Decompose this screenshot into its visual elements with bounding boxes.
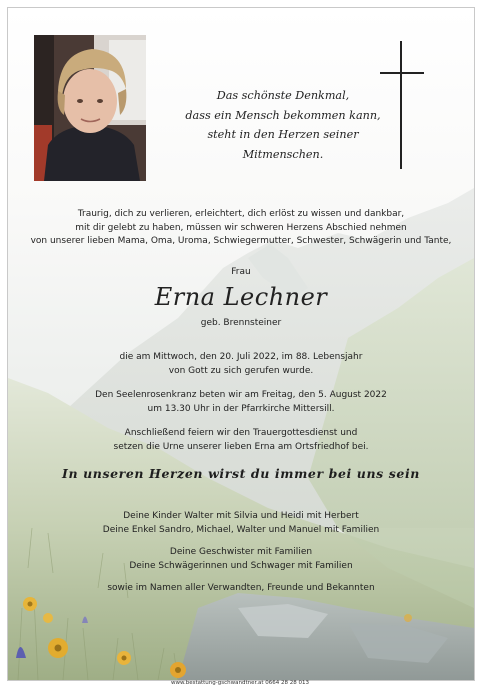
memorial-quote — [168, 86, 398, 164]
mourners-line: Deine Geschwister mit Familien — [169, 547, 313, 557]
intro-line: von unserer lieben Mama, Oma, Uroma, Schwiegermutter, Schwester, Schwägerin und Tante, — [30, 236, 452, 246]
mourners-line: sowie im Namen aller Verwandten, Freunde und Bekannten — [107, 583, 375, 593]
quote-line: dass ein Mensch bekommen kann, — [185, 108, 381, 122]
cross-icon — [380, 41, 424, 169]
rosary-line: Den Seelenrosenkranz beten wir am Freitag, den 5. August 2022 — [95, 390, 387, 400]
intro-text — [8, 208, 474, 249]
mourners-list — [8, 510, 474, 596]
funeral-home-footer: www.bestattung-gschwandtner.at 0664 28 28 013 — [170, 680, 310, 686]
funeral-line: setzen die Urne unserer lieben Erna am Ortsfriedhof bei. — [113, 441, 369, 452]
intro-line: mit dir gelebt zu haben, müssen wir schweren Herzens Abschied nehmen — [75, 222, 407, 233]
funeral-line: Anschließend feiern wir den Trauergottesdienst und — [124, 428, 358, 438]
deceased-name: Erna Lechner — [154, 283, 328, 311]
mourners-spacer — [8, 537, 474, 546]
death-line: von Gott zu sich gerufen wurde. — [168, 365, 314, 376]
death-notice — [8, 351, 474, 378]
salutation: Frau — [231, 267, 251, 277]
rosary-notice — [8, 389, 474, 416]
obituary-card — [7, 7, 475, 681]
memorial-motto: In unseren Herzen wirst du immer bei uns sein — [62, 466, 420, 481]
mourners-line: Deine Kinder Walter mit Silvia und Heidi mit Herbert — [123, 511, 359, 521]
mourners-line: Deine Enkel Sandro, Michael, Walter und Manuel mit Familien — [102, 524, 380, 535]
portrait-photo — [34, 35, 146, 181]
mourners-line: Deine Schwägerinnen und Schwager mit Familien — [129, 560, 353, 571]
maiden-name: geb. Brennsteiner — [200, 318, 282, 328]
funeral-notice — [8, 427, 474, 454]
death-line: die am Mittwoch, den 20. Juli 2022, im 88. Lebensjahr — [119, 352, 363, 362]
quote-line: Mitmenschen. — [242, 147, 324, 161]
mourners-spacer — [8, 573, 474, 582]
quote-line: Das schönste Denkmal, — [216, 89, 350, 102]
intro-line: Traurig, dich zu verlieren, erleichtert, dich erlöst zu wissen und dankbar, — [77, 209, 405, 219]
rosary-line: um 13.30 Uhr in der Pfarrkirche Mittersill. — [147, 403, 335, 414]
quote-line: steht in den Herzen seiner — [207, 128, 359, 141]
